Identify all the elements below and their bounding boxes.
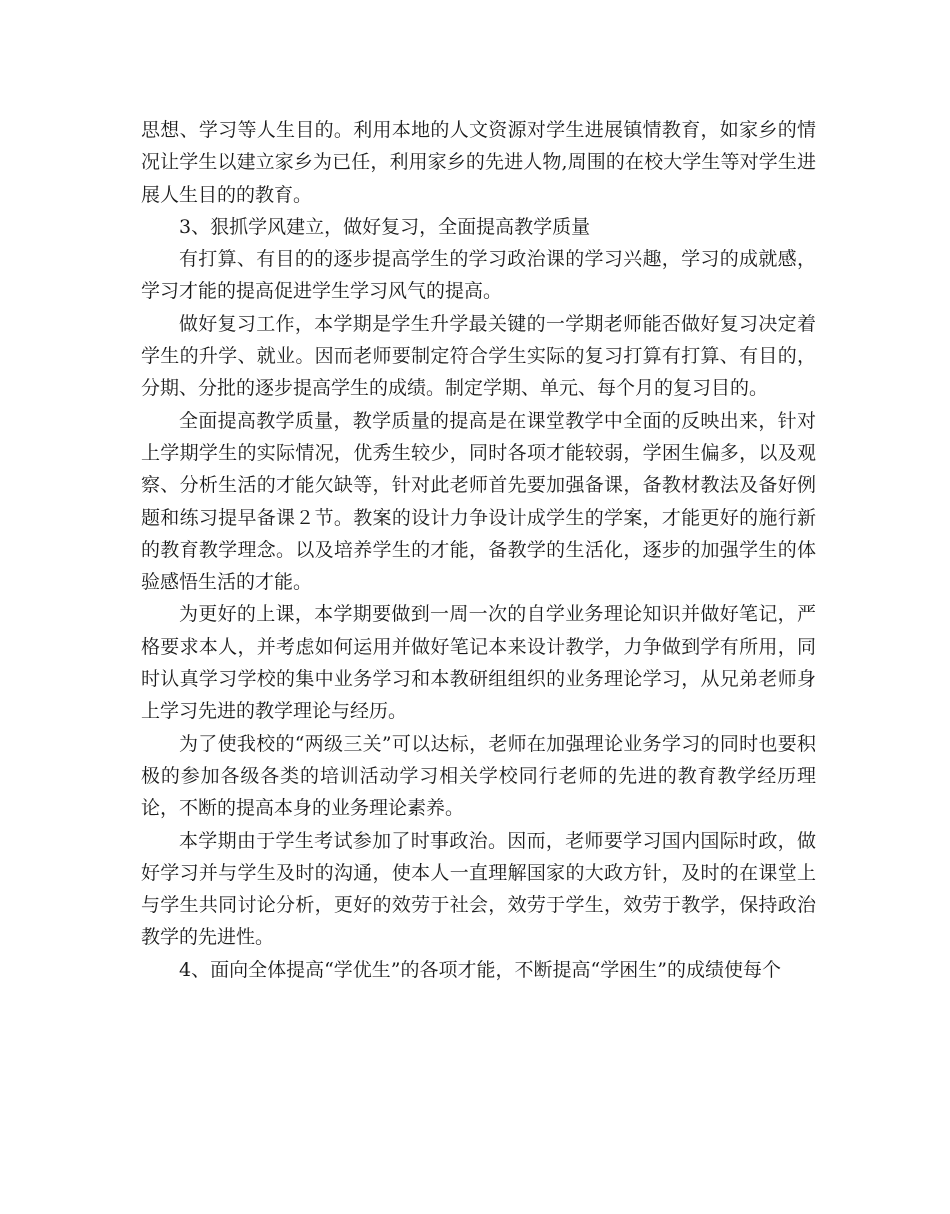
paragraph-2-heading: 3、狠抓学风建立，做好复习，全面提高教学质量 bbox=[179, 215, 591, 238]
paragraph-8: 本学期由于学生考试参加了时事政治。因而，老师要学习国内国际时政，做好学习并与学生及时的沟通，使本人一直理解国家的大政方针，及时的在课堂上与学生共同讨论分析，更好的效劳于社会，效劳于学生，效劳于教学，保持政治教学的先进性。 bbox=[141, 829, 816, 949]
document-page bbox=[141, 114, 816, 986]
paragraph-5: 全面提高教学质量，教学质量的提高是在课堂教学中全面的反映出来，针对上学期学生的实际情况，优秀生较少，同时各项才能较弱，学困生偏多，以及观察、分析生活的才能欠缺等，针对此老师首先要加强备课，备教材教法及备好例题和练习提早备课２节。教案的设计力争设计成学生的学案，才能更好的施行新的教育教学理念。以及培养学生的才能，备教学的生活化，逐步的加强学生的体验感悟生活的才能。 bbox=[141, 409, 816, 594]
paragraph-3: 有打算、有目的的逐步提高学生的学习政治课的学习兴趣，学习的成就感，学习才能的提高促进学生学习风气的提高。 bbox=[141, 248, 816, 303]
paragraph-9-heading: 4、面向全体提高“学优生”的各项才能，不断提高“学困生”的成绩使每个 bbox=[179, 958, 781, 981]
paragraph-4: 做好复习工作，本学期是学生升学最关键的一学期老师能否做好复习决定着学生的升学、就业。因而老师要制定符合学生实际的复习打算有打算、有目的，分期、分批的逐步提高学生的成绩。制定学期、单元、每个月的复习目的。 bbox=[141, 312, 816, 400]
paragraph-1: 思想、学习等人生目的。利用本地的人文资源对学生进展镇情教育，如家乡的情况让学生以建立家乡为已任，利用家乡的先进人物,周围的在校大学生等对学生进展人生目的的教育。 bbox=[141, 119, 816, 206]
paragraph-6: 为更好的上课，本学期要做到一周一次的自学业务理论知识并做好笔记，严格要求本人，并考虑如何运用并做好笔记本来设计教学，力争做到学有所用，同时认真学习学校的集中业务学习和本教研组组织的业务理论学习，从兄弟老师身上学习先进的教学理论与经历。 bbox=[141, 603, 816, 723]
paragraph-7: 为了使我校的“两级三关”可以达标，老师在加强理论业务学习的同时也要积极的参加各级各类的培训活动学习相关学校同行老师的先进的教育教学经历理论，不断的提高本身的业务理论素养。 bbox=[141, 732, 816, 820]
